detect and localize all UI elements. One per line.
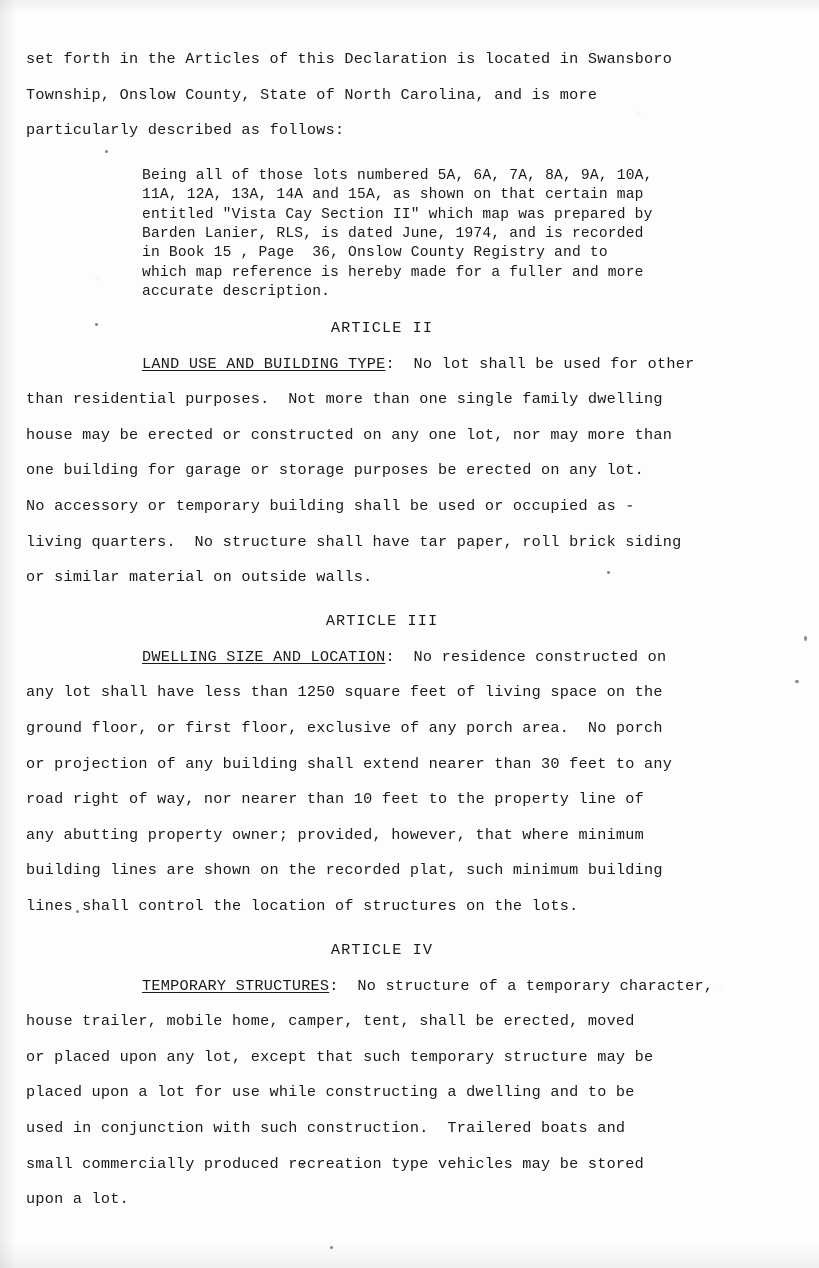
article-first-line <box>26 640 808 676</box>
article-line: building lines are shown on the recorded plat, such minimum building <box>26 861 663 880</box>
article-title: DWELLING SIZE AND LOCATION <box>142 647 386 666</box>
intro-paragraph <box>26 42 808 149</box>
article-line: placed upon a lot for use while constructing a dwelling and to be <box>26 1083 635 1102</box>
document-body <box>26 42 808 1218</box>
article-line: house may be erected or constructed on any one lot, nor may more than <box>26 425 673 444</box>
legal-description-line: entitled "Vista Cay Section II" which map was prepared by <box>142 206 653 223</box>
article-line: house trailer, mobile home, camper, tent, shall be erected, moved <box>26 1012 635 1031</box>
intro-line: Township, Onslow County, State of North Carolina, and is more <box>26 85 598 104</box>
article-line: any abutting property owner; provided, however, that where minimum <box>26 825 645 844</box>
article-line: used in conjunction with such construction. Trailered boats and <box>26 1118 626 1137</box>
article-line: one building for garage or storage purposes be erected on any lot. <box>26 461 645 480</box>
legal-description-line: which map reference is hereby made for a fuller and more <box>142 264 644 281</box>
legal-description-line: in Book 15 , Page 36, Onslow County Registry and to <box>142 245 608 262</box>
page-edge-shadow-bottom <box>0 1242 819 1268</box>
intro-line: set forth in the Articles of this Declaration is located in Swansboro <box>26 50 673 68</box>
legal-description-block <box>142 167 808 303</box>
article-title: LAND USE AND BUILDING TYPE <box>142 354 386 373</box>
article-heading: ARTICLE IV <box>330 940 434 959</box>
article-line: upon a lot. <box>26 1190 130 1209</box>
article-line: ground floor, or first floor, exclusive of any porch area. No porch <box>26 718 663 737</box>
article-line: living quarters. No structure shall have tar paper, roll brick siding <box>26 532 682 551</box>
article-line: or projection of any building shall extend nearer than 30 feet to any <box>26 754 673 773</box>
article-first-line-rest: : No structure of a temporary character, <box>329 976 714 995</box>
page-edge-shadow-left <box>0 0 16 1268</box>
legal-description-line: accurate description. <box>142 284 331 301</box>
article-first-line-rest: : No lot shall be used for other <box>385 354 695 373</box>
legal-description-line: 11A, 12A, 13A, 14A and 15A, as shown on that certain map <box>142 187 644 204</box>
page-edge-shadow-top <box>0 0 819 14</box>
article-line: No accessory or temporary building shall be used or occupied as - <box>26 497 635 515</box>
article-line: or placed upon any lot, except that such temporary structure may be <box>26 1047 654 1066</box>
legal-description-line: Being all of those lots numbered 5A, 6A, 7A, 8A, 9A, 10A, <box>142 167 653 184</box>
article-body <box>26 640 808 925</box>
article-line: road right of way, nor nearer than 10 feet to the property line of <box>26 790 645 809</box>
legal-description-line: Barden Lanier, RLS, is dated June, 1974, and is recorded <box>142 226 644 242</box>
article-body <box>26 347 808 596</box>
article-first-line <box>26 969 808 1005</box>
article-line: lines shall control the location of structures on the lots. <box>26 896 579 915</box>
article-first-line <box>26 347 808 383</box>
article-first-line-rest: : No residence constructed on <box>385 647 667 666</box>
intro-line: particularly described as follows: <box>26 121 345 140</box>
article-title: TEMPORARY STRUCTURES <box>142 976 330 995</box>
article-line: small commercially produced recreation type vehicles may be stored <box>26 1154 645 1173</box>
article-body <box>26 969 808 1218</box>
article-line: than residential purposes. Not more than one single family dwelling <box>26 390 663 409</box>
article-line: any lot shall have less than 1250 square feet of living space on the <box>26 683 663 702</box>
article-heading: ARTICLE II <box>330 318 434 337</box>
article-line: or similar material on outside walls. <box>26 568 373 587</box>
article-heading: ARTICLE III <box>325 611 439 630</box>
